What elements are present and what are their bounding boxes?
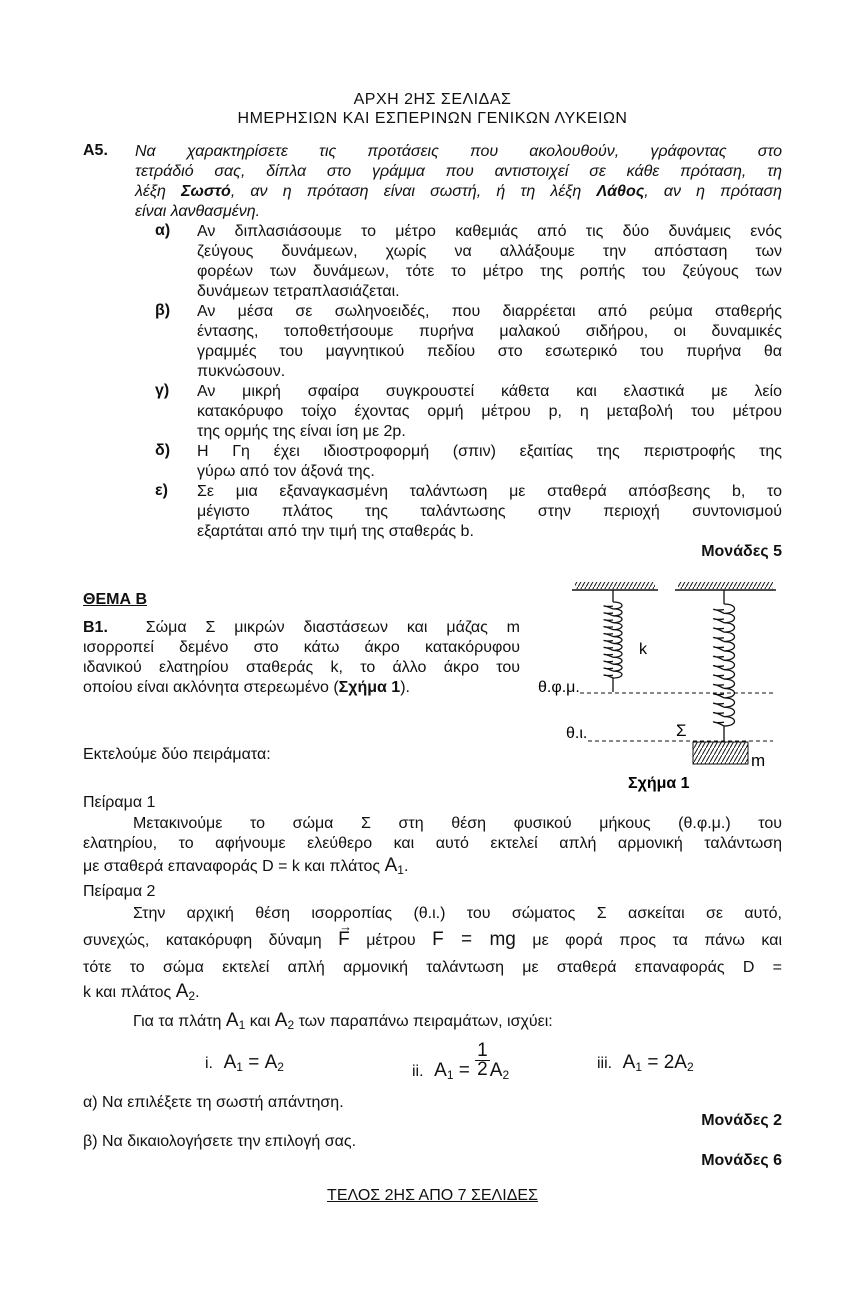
option-ii: $_{ii.}$ $A_1$ = $\frac{1}{2}$ $A_2$ [412,1040,510,1082]
figure-caption: Σχήμα 1 [628,775,690,792]
a5-statement-alpha: α) Αν διπλασιάσουμε το μέτρο καθεμιάς από τις δύο δυνάμεις ενός ζεύγους δυνάμεων, χωρίς να αλλάξουμε την απόσταση των φορέων των δυνάμεων, τότε το μέτρο της ροπής του ζεύγους των δυνάμεων τετραπλασιάζεται. [155,222,782,300]
label-body: Σ [676,721,687,740]
spring-figure [530,580,790,795]
label-equilibrium: θ.ι. [566,725,588,742]
ceiling-left [572,582,658,590]
experiment-1-text: Μετακινούμε το σώμα Σ στη θέση φυσικού μήκους (θ.φ.μ.) του ελατηρίου, το αφήνουμε ελεύθερο και αυτό εκτελεί απλή αρμονική ταλάντωση με σταθερά επαναφοράς D = k και πλάτος $A_1$. [83,815,782,877]
label-k: k [639,641,647,658]
spring-natural-length [604,590,622,692]
a5-statement-delta: δ) Η Γη έχει ιδιοστροφορμή (σπιν) εξαιτίας της περιστροφής της γύρω από τον άξονά της. [155,442,782,480]
question-a5-label: Α5. [83,142,108,159]
section-title-theme-b: ΘΕΜΑ Β [83,591,147,608]
subquestion-b: β) Να δικαιολογήσετε την επιλογή σας. [83,1133,357,1150]
a5-statement-list [155,222,782,542]
page-header-line1: ΑΡΧΗ 2ΗΣ ΣΕΛΙΔΑΣ [353,91,512,108]
a5-statement-gamma: γ) Αν μικρή σφαίρα συγκρουστεί κάθετα και ελαστικά με λείο κατακόρυφο τοίχο έχοντας ορμή μέτρου p, η μεταβολή του μέτρου της ορμής της είναι ίση με 2p. [155,382,782,440]
ceiling-right [675,582,776,590]
a5-statement-beta: β) Αν μέσα σε σωληνοειδές, που διαρρέεται από ρεύμα σταθερής έντασης, τοποθετήσουμε πυρήνα μαλακού σιδήρου, οι δυναμικές γραμμές του μαγνητικού πεδίου στο εσωτερικό του πυρήνα θα πυκνώσουν. [155,302,782,380]
subquestion-a-points: Μονάδες 2 [701,1112,782,1129]
subquestion-a: α) Να επιλέξετε τη σωστή απάντηση. [83,1094,344,1111]
label-natural-length: θ.φ.μ. [538,679,580,696]
experiment-2-title: Πείραμα 2 [83,883,156,900]
experiment-1-title: Πείραμα 1 [83,794,156,811]
experiments-intro: Εκτελούμε δύο πειράματα: [83,746,271,763]
block-sigma [693,742,748,764]
amplitude-question: Για τα πλάτη $A_1$ και $A_2$ των παραπάνω πειραμάτων, ισχύει: [133,1010,553,1032]
a5-points: Μονάδες 5 [701,543,782,560]
question-b1-text: Β1. Σώμα Σ μικρών διαστάσεων και μάζας m ισορροπεί δεμένο στο κάτω άκρο κατακόρυφου ιδανικού ελατηρίου σταθεράς k, το άλλο άκρο του οποίου είναι ακλόνητα στερεωμένο (Σχήμα 1). [83,619,521,696]
option-iii: iii. $A_1 = 2A_2$ [597,1052,694,1074]
option-i: i. $A_1 = A_2$ [205,1052,284,1074]
a5-statement-epsilon: ε) Σε μια εξαναγκασμένη ταλάντωση με σταθερά απόσβεσης b, το μέγιστο πλάτος της ταλάντωσης στην περιοχή συντονισμού εξαρτάται από την τιμή της σταθεράς b. [155,482,782,540]
label-mass: m [751,751,766,770]
page-footer: ΤΕΛΟΣ 2ΗΣ ΑΠΟ 7 ΣΕΛΙΔΕΣ [327,1187,538,1204]
spring-equilibrium [714,590,735,742]
page-header-line2: ΗΜΕΡΗΣΙΩΝ ΚΑΙ ΕΣΠΕΡΙΝΩΝ ΓΕΝΙΚΩΝ ΛΥΚΕΙΩΝ [237,110,628,127]
subquestion-b-points: Μονάδες 6 [701,1152,782,1169]
experiment-2-text: Στην αρχική θέση ισορροπίας (θ.ι.) του σώματος Σ ασκείται σε αυτό, συνεχώς, κατακόρυφη δύναμη → F μέτρου F = mg με φορά προς τα πάνω και τότε το σώμα εκτελεί απλή αρμονική ταλάντωση με σταθερά επαναφοράς D = k και πλάτος $A_2$. [83,905,783,1003]
question-a5-intro: Να χαρακτηρίσετε τις προτάσεις που ακολουθούν, γράφοντας στο τετράδιό σας, δίπλα στο γράμμα που αντιστοιχεί σε κάθε πρόταση, τη λέξη Σωστό, αν η πρόταση είναι σωστή, ή τη λέξη Λάθος, αν η πρόταση είναι λανθασμένη. [135,143,782,220]
